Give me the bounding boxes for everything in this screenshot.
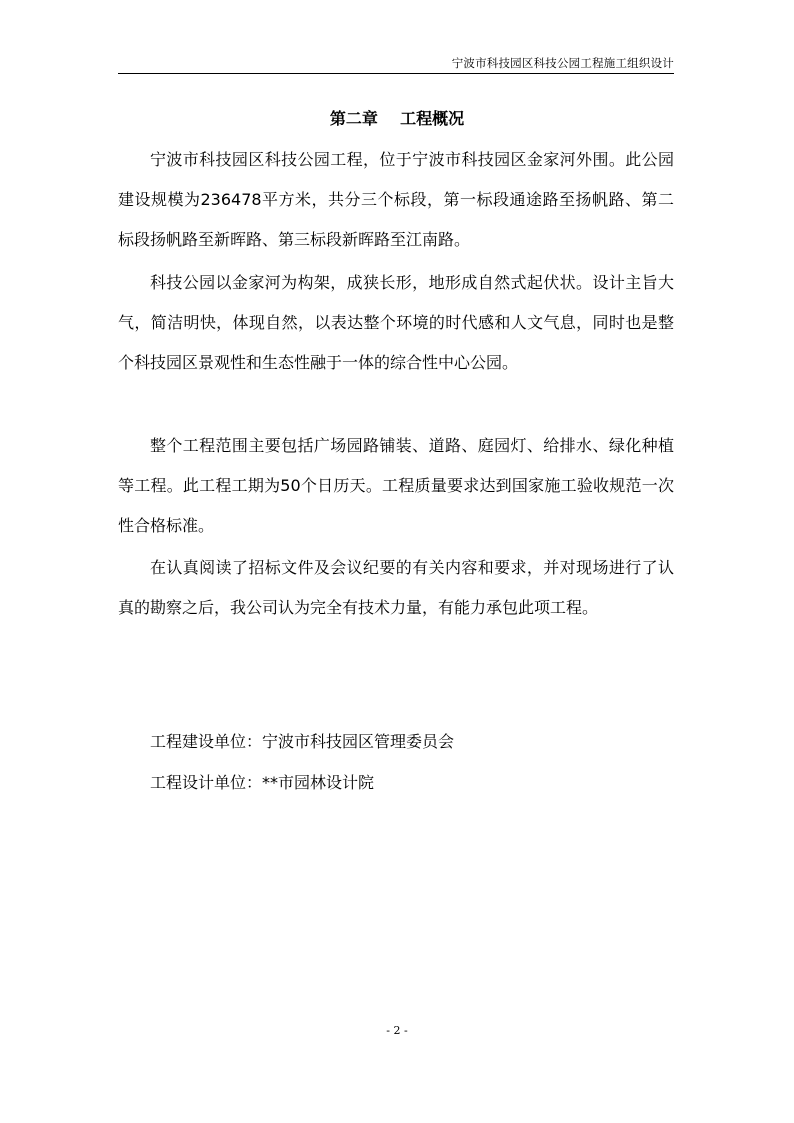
construction-unit: 工程建设单位：宁波市科技园区管理委员会 <box>150 732 455 751</box>
paragraph-park-design: 科技公园以金家河为构架，成狭长形，地形成自然式起伏状。设计主旨大气，简洁明快，体现自然，以表达整个环境的时代感和人文气息，同时也是整个科技园区景观性和生态性融于一体的综合性中心公园。 <box>118 273 674 372</box>
chapter-title: 第二章 工程概况 <box>329 109 465 128</box>
running-header: 宁波市科技园区科技公园工程施工组织设计 <box>451 56 674 70</box>
paragraph-project-location: 宁波市科技园区科技公园工程，位于宁波市科技园区金家河外围。此公园建设规模为236478平方米，共分三个标段，第一标段通途路至扬帆路、第二标段扬帆路至新晖路、第三标段新晖路至江南路。 <box>118 150 674 249</box>
header-divider <box>118 73 674 74</box>
design-unit: 工程设计单位：**市园林设计院 <box>150 773 375 792</box>
paragraph-company-capability: 在认真阅读了招标文件及会议纪要的有关内容和要求，并对现场进行了认真的勘察之后，我公司认为完全有技术力量，有能力承包此项工程。 <box>118 558 674 617</box>
paragraph-project-scope: 整个工程范围主要包括广场园路铺装、道路、庭园灯、给排水、绿化种植等工程。此工程工期为50个日历天。工程质量要求达到国家施工验收规范一次性合格标准。 <box>118 436 674 535</box>
page-number: - 2 - <box>386 1024 408 1037</box>
